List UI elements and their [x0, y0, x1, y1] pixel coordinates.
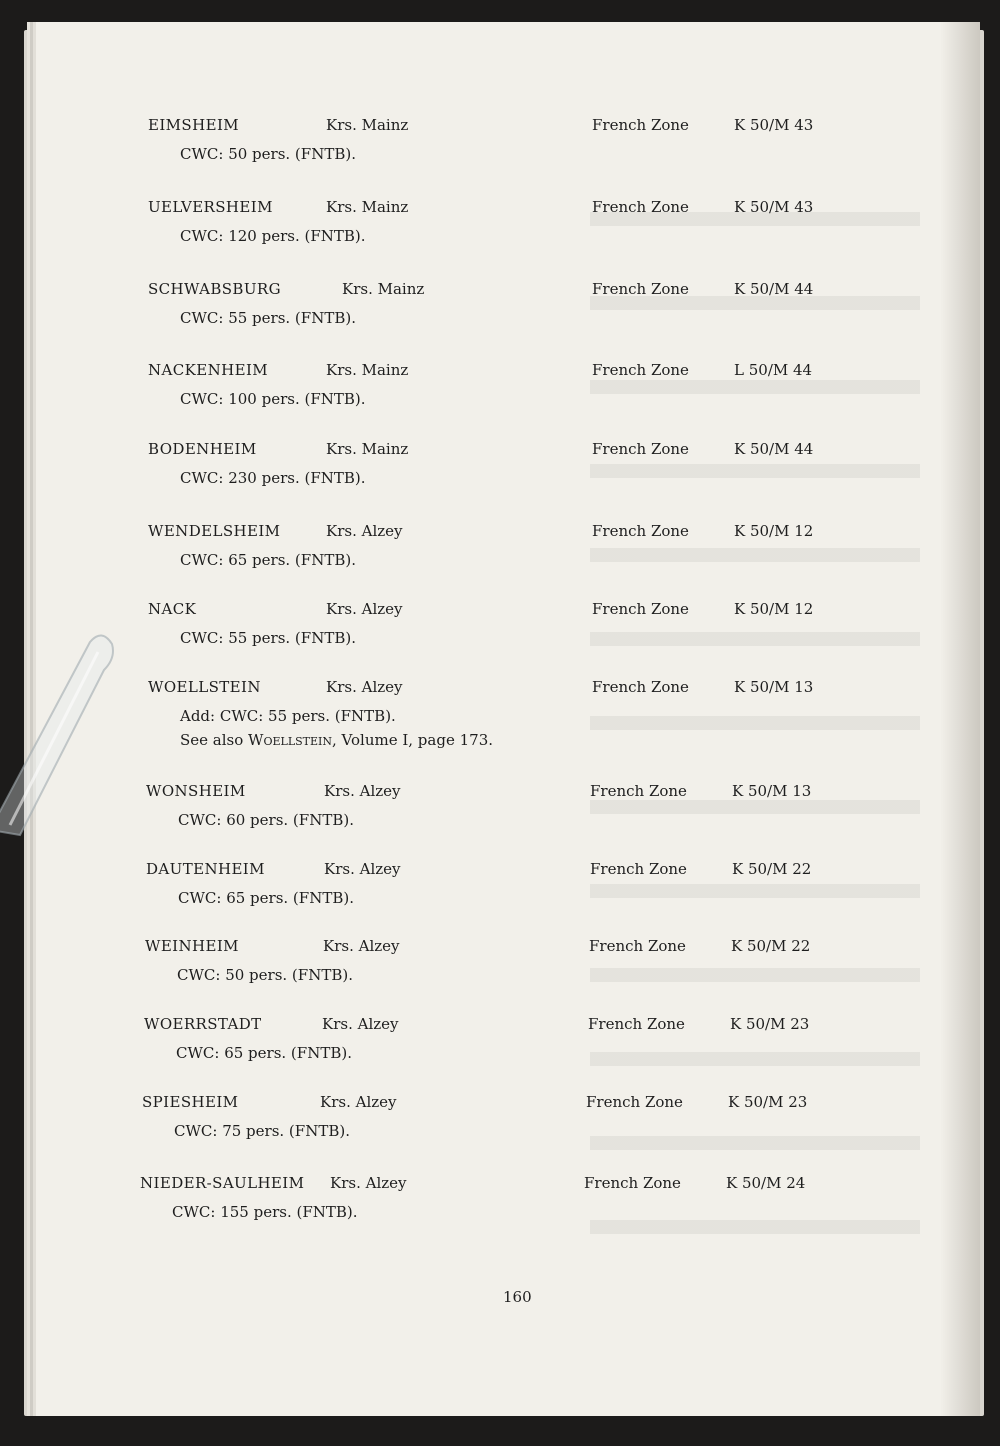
- town-name: UELVERSHEIM: [148, 198, 273, 216]
- zone: French Zone: [590, 782, 687, 800]
- entry-nieder-saulheim: [140, 1174, 806, 1224]
- grid-ref: K 50/M 13: [734, 678, 814, 696]
- cwc-line: CWC: 65 pers. (FNTB).: [176, 1044, 352, 1062]
- zone: French Zone: [592, 440, 689, 458]
- cwc-line: CWC: 60 pers. (FNTB).: [178, 811, 354, 829]
- town-name: EIMSHEIM: [148, 116, 240, 134]
- town-name: BODENHEIM: [148, 440, 257, 458]
- zone: French Zone: [592, 116, 689, 134]
- grid-ref: K 50/M 12: [734, 600, 814, 618]
- district: Krs. Alzey: [326, 678, 403, 696]
- cwc-line: CWC: 230 pers. (FNTB).: [180, 469, 366, 487]
- entry-dautenheim: [146, 860, 812, 910]
- zone: French Zone: [592, 600, 689, 618]
- grid-ref: L 50/M 44: [734, 361, 813, 379]
- entry-eimsheim: [148, 116, 814, 166]
- zone: French Zone: [588, 1015, 685, 1033]
- zone: French Zone: [592, 198, 689, 216]
- cwc-line: CWC: 50 pers. (FNTB).: [177, 966, 353, 984]
- cwc-line: CWC: 50 pers. (FNTB).: [180, 145, 356, 163]
- district: Krs. Mainz: [326, 116, 409, 134]
- grid-ref: K 50/M 23: [728, 1093, 808, 1111]
- district: Krs. Alzey: [330, 1174, 407, 1192]
- cwc-line: CWC: 120 pers. (FNTB).: [180, 227, 366, 245]
- district: Krs. Alzey: [323, 937, 400, 955]
- zone: French Zone: [589, 937, 686, 955]
- town-name: DAUTENHEIM: [146, 860, 265, 878]
- grid-ref: K 50/M 23: [730, 1015, 810, 1033]
- entry-schwabsburg: [148, 280, 814, 330]
- district: Krs. Alzey: [324, 782, 401, 800]
- zone: French Zone: [592, 678, 689, 696]
- grid-ref: K 50/M 13: [732, 782, 812, 800]
- zone: French Zone: [586, 1093, 683, 1111]
- town-name: WEINHEIM: [145, 937, 239, 955]
- grid-ref: K 50/M 22: [732, 860, 812, 878]
- district: Krs. Alzey: [326, 522, 403, 540]
- town-name: NACK: [148, 600, 197, 618]
- district: Krs. Mainz: [342, 280, 425, 298]
- entry-uelversheim: [148, 198, 814, 248]
- entry-weinheim: [145, 937, 811, 987]
- entry-wonsheim: [146, 782, 812, 832]
- cwc-line: CWC: 55 pers. (FNTB).: [180, 629, 356, 647]
- town-name: WOERRSTADT: [144, 1015, 262, 1033]
- entry-bodenheim: [148, 440, 814, 490]
- district: Krs. Mainz: [326, 361, 409, 379]
- town-name: NACKENHEIM: [148, 361, 269, 379]
- entry-spiesheim: [142, 1093, 808, 1143]
- grid-ref: K 50/M 43: [734, 198, 814, 216]
- cwc-line: CWC: 100 pers. (FNTB).: [180, 390, 366, 408]
- town-name: WOELLSTEIN: [148, 678, 261, 696]
- cwc-line: Add: CWC: 55 pers. (FNTB).: [180, 707, 396, 725]
- entry-nackenheim: [148, 361, 813, 411]
- see-also-line: [148, 728, 493, 752]
- entry-nack: [148, 600, 814, 650]
- district: Krs. Alzey: [320, 1093, 397, 1111]
- see-also-name: Woellstein: [248, 731, 332, 749]
- cwc-line: CWC: 65 pers. (FNTB).: [180, 551, 356, 569]
- zone: French Zone: [590, 860, 687, 878]
- town-name: SPIESHEIM: [142, 1093, 239, 1111]
- town-name: NIEDER-SAULHEIM: [140, 1174, 305, 1192]
- grid-ref: K 50/M 43: [734, 116, 814, 134]
- cwc-line: CWC: 155 pers. (FNTB).: [172, 1203, 358, 1221]
- cwc-line: CWC: 55 pers. (FNTB).: [180, 309, 356, 327]
- district: Krs. Alzey: [326, 600, 403, 618]
- page-number: 160: [503, 1288, 532, 1306]
- town-name: WENDELSHEIM: [148, 522, 281, 540]
- zone: French Zone: [584, 1174, 681, 1192]
- grid-ref: K 50/M 44: [734, 440, 814, 458]
- grid-ref: K 50/M 44: [734, 280, 814, 298]
- town-name: WONSHEIM: [146, 782, 246, 800]
- entry-woellstein: [148, 678, 814, 752]
- grid-ref: K 50/M 12: [734, 522, 814, 540]
- zone: French Zone: [592, 361, 689, 379]
- district: Krs. Alzey: [322, 1015, 399, 1033]
- district: Krs. Mainz: [326, 198, 409, 216]
- see-also-prefix: See also: [180, 731, 249, 749]
- cwc-line: CWC: 65 pers. (FNTB).: [178, 889, 354, 907]
- district: Krs. Alzey: [324, 860, 401, 878]
- grid-ref: K 50/M 22: [731, 937, 811, 955]
- zone: French Zone: [592, 280, 689, 298]
- zone: French Zone: [592, 522, 689, 540]
- town-name: SCHWABSBURG: [148, 280, 281, 298]
- see-also-suffix: , Volume I, page 173.: [332, 731, 494, 749]
- gutter-shadow: [940, 22, 980, 1416]
- grid-ref: K 50/M 24: [726, 1174, 806, 1192]
- entry-wendelsheim: [148, 522, 814, 572]
- district: Krs. Mainz: [326, 440, 409, 458]
- entry-woerrstadt: [144, 1015, 810, 1065]
- cwc-line: CWC: 75 pers. (FNTB).: [174, 1122, 350, 1140]
